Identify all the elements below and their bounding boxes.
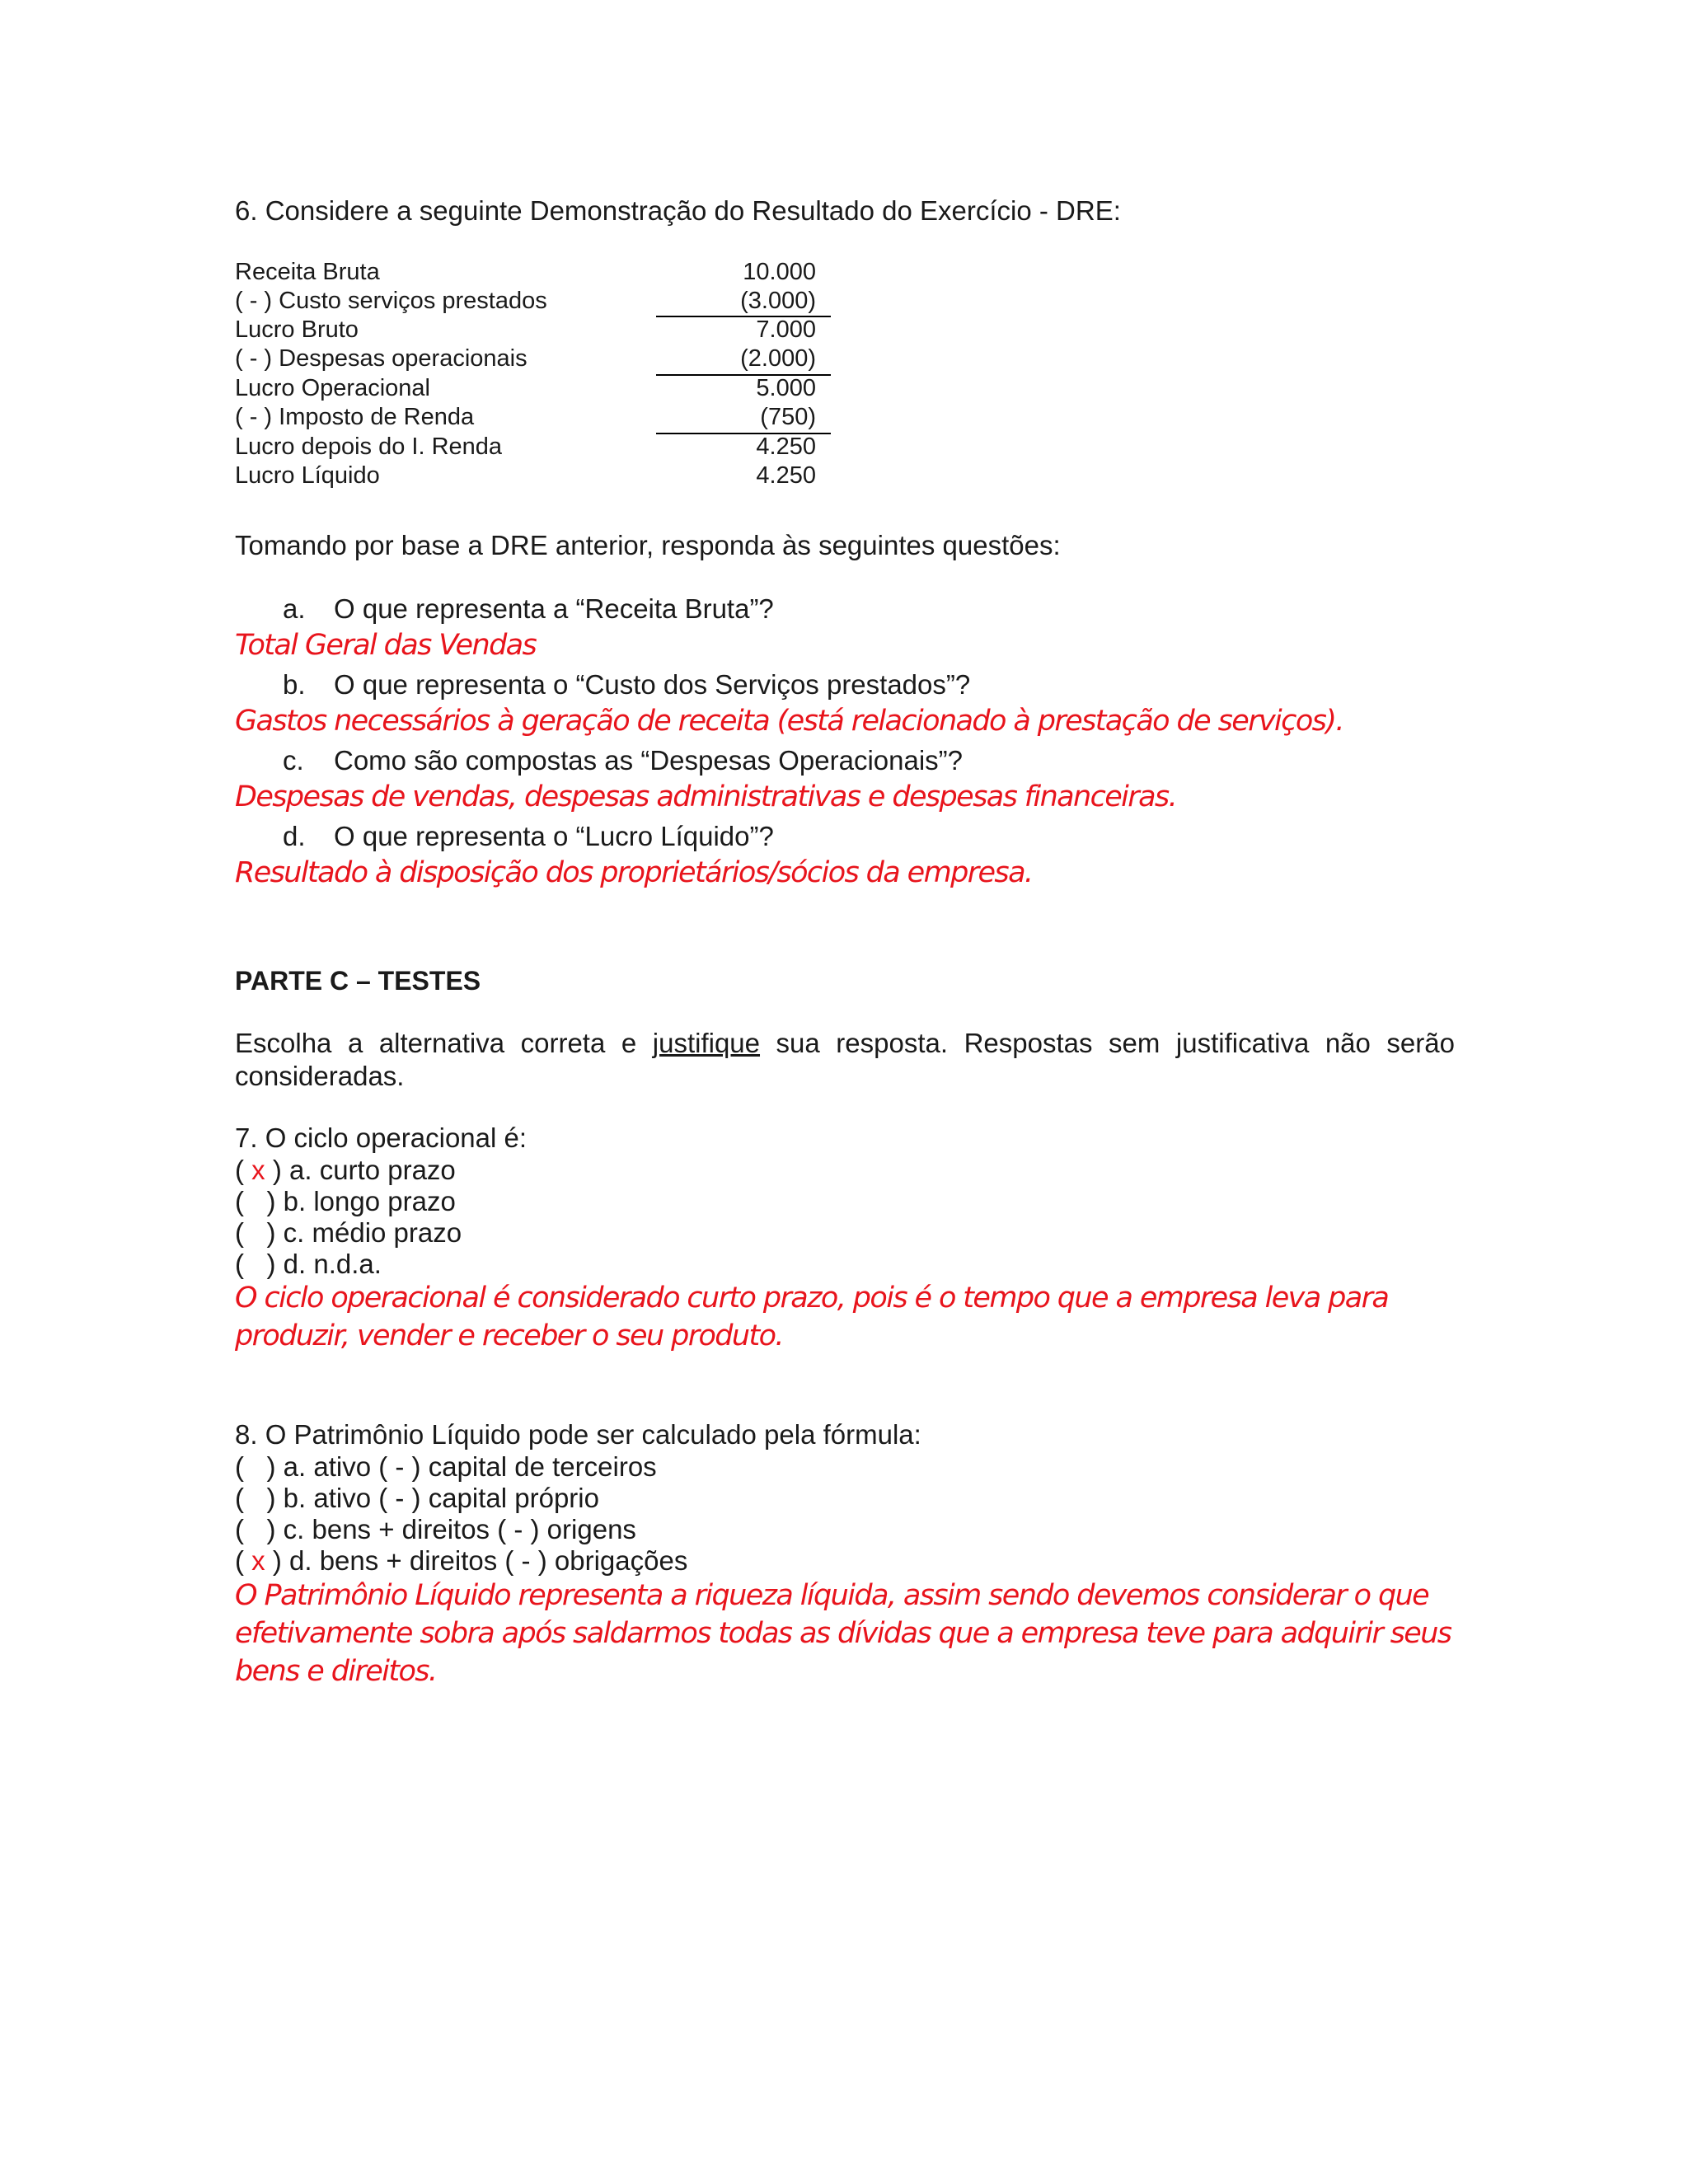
dre-value: (750) xyxy=(760,404,816,430)
dre-label: Lucro depois do I. Renda xyxy=(235,434,503,460)
subquestion-text: O que representa a “Receita Bruta”? xyxy=(334,593,774,624)
instructions-line xyxy=(235,1028,1455,1061)
q6-title: 6. Considere a seguinte Demonstração do Resultado do Exercício - DRE: xyxy=(235,195,1121,226)
dre-value: 10.000 xyxy=(743,259,816,285)
option-paren: ( xyxy=(235,1514,267,1544)
option-paren: ( xyxy=(235,1451,267,1482)
subquestion-letter: d. xyxy=(283,821,306,851)
answer-text: Gastos necessários à geração de receita (está relacionado à prestação de serviços). xyxy=(235,705,1343,738)
q7-answer-line: O ciclo operacional é considerado curto prazo, pois é o tempo que a empresa leva para xyxy=(235,1282,1389,1315)
instructions-line-2: consideradas. xyxy=(235,1061,405,1091)
option-text: ) a. curto prazo xyxy=(265,1155,456,1185)
q8-option-b xyxy=(235,1483,599,1514)
subquestion-text: O que representa o “Custo dos Serviços prestados”? xyxy=(334,669,971,700)
q6-intro: Tomando por base a DRE anterior, responda às seguintes questões: xyxy=(235,530,1061,560)
option-paren: ( xyxy=(235,1545,252,1576)
dre-label: Receita Bruta xyxy=(235,259,380,285)
q8-option-d xyxy=(235,1545,687,1577)
dre-label: ( - ) Despesas operacionais xyxy=(235,345,528,372)
word: resposta. xyxy=(836,1028,949,1058)
option-text: ) b. longo prazo xyxy=(266,1186,456,1216)
q7-option-d xyxy=(235,1249,382,1280)
option-text: ) d. bens + direitos ( - ) obrigações xyxy=(265,1545,688,1576)
q8-answer-line: O Patrimônio Líquido representa a riqueza líquida, assim sendo devemos considerar o que xyxy=(235,1579,1429,1612)
instructions xyxy=(235,1028,1455,1092)
dre-label: ( - ) Imposto de Renda xyxy=(235,404,475,430)
word: sem xyxy=(1109,1028,1160,1058)
option-paren: ( xyxy=(235,1217,267,1248)
q7-answer-line: produzir, vender e receber o seu produto. xyxy=(235,1319,783,1352)
option-paren: ( xyxy=(235,1483,267,1513)
dre-label: ( - ) Custo serviços prestados xyxy=(235,288,547,314)
option-text: ) b. ativo ( - ) capital próprio xyxy=(266,1483,599,1513)
q8-option-a xyxy=(235,1451,657,1483)
option-text: ) d. n.d.a. xyxy=(266,1249,382,1279)
word: sua xyxy=(776,1028,820,1058)
q8-option-c xyxy=(235,1514,636,1545)
q8-answer-line: bens e direitos. xyxy=(235,1655,437,1688)
subquestion-letter: b. xyxy=(283,669,306,700)
q7-option-a xyxy=(235,1155,456,1186)
answer-text: Despesas de vendas, despesas administrativas e despesas financeiras. xyxy=(235,780,1177,813)
dre-label: Lucro Bruto xyxy=(235,316,359,343)
word: não xyxy=(1325,1028,1371,1058)
q8-title: 8. O Patrimônio Líquido pode ser calculado pela fórmula: xyxy=(235,1419,921,1450)
q8-answer-line: efetivamente sobra após saldarmos todas as dívidas que a empresa teve para adquirir seus xyxy=(235,1617,1451,1650)
q7-option-b xyxy=(235,1186,456,1217)
word: Escolha xyxy=(235,1028,332,1058)
selected-mark: x xyxy=(251,1155,265,1185)
dre-value: 5.000 xyxy=(756,375,816,401)
dre-value: (2.000) xyxy=(740,345,816,372)
emphasized-word: justifique xyxy=(652,1028,761,1058)
dre-value: 4.250 xyxy=(756,462,816,489)
dre-value: 4.250 xyxy=(756,434,816,460)
option-text: ) a. ativo ( - ) capital de terceiros xyxy=(266,1451,657,1482)
option-text: ) c. médio prazo xyxy=(266,1217,462,1248)
word: Respostas xyxy=(964,1028,1093,1058)
answer-text: Resultado à disposição dos proprietários/sócios da empresa. xyxy=(235,856,1033,889)
dre-label: Lucro Líquido xyxy=(235,462,380,489)
word: serão xyxy=(1386,1028,1455,1058)
q7-option-c xyxy=(235,1217,462,1249)
subquestion-text: Como são compostas as “Despesas Operacionais”? xyxy=(334,745,964,776)
dre-label: Lucro Operacional xyxy=(235,375,430,401)
dre-value: 7.000 xyxy=(756,316,816,343)
answer-text: Total Geral das Vendas xyxy=(235,629,537,662)
subquestion-letter: a. xyxy=(283,593,306,624)
subquestion-letter: c. xyxy=(283,745,304,776)
option-text: ) c. bens + direitos ( - ) origens xyxy=(266,1514,636,1544)
word: a xyxy=(347,1028,363,1058)
subquestion-text: O que representa o “Lucro Líquido”? xyxy=(334,821,774,851)
selected-mark: x xyxy=(251,1545,265,1576)
section-heading: PARTE C – TESTES xyxy=(235,966,481,996)
q7-title: 7. O ciclo operacional é: xyxy=(235,1122,528,1153)
dre-value: (3.000) xyxy=(740,288,816,314)
word: e xyxy=(621,1028,637,1058)
word: correta xyxy=(520,1028,606,1058)
word: justificativa xyxy=(1175,1028,1310,1058)
option-paren: ( xyxy=(235,1249,267,1279)
option-paren: ( xyxy=(235,1186,267,1216)
word: alternativa xyxy=(378,1028,505,1058)
option-paren: ( xyxy=(235,1155,252,1185)
